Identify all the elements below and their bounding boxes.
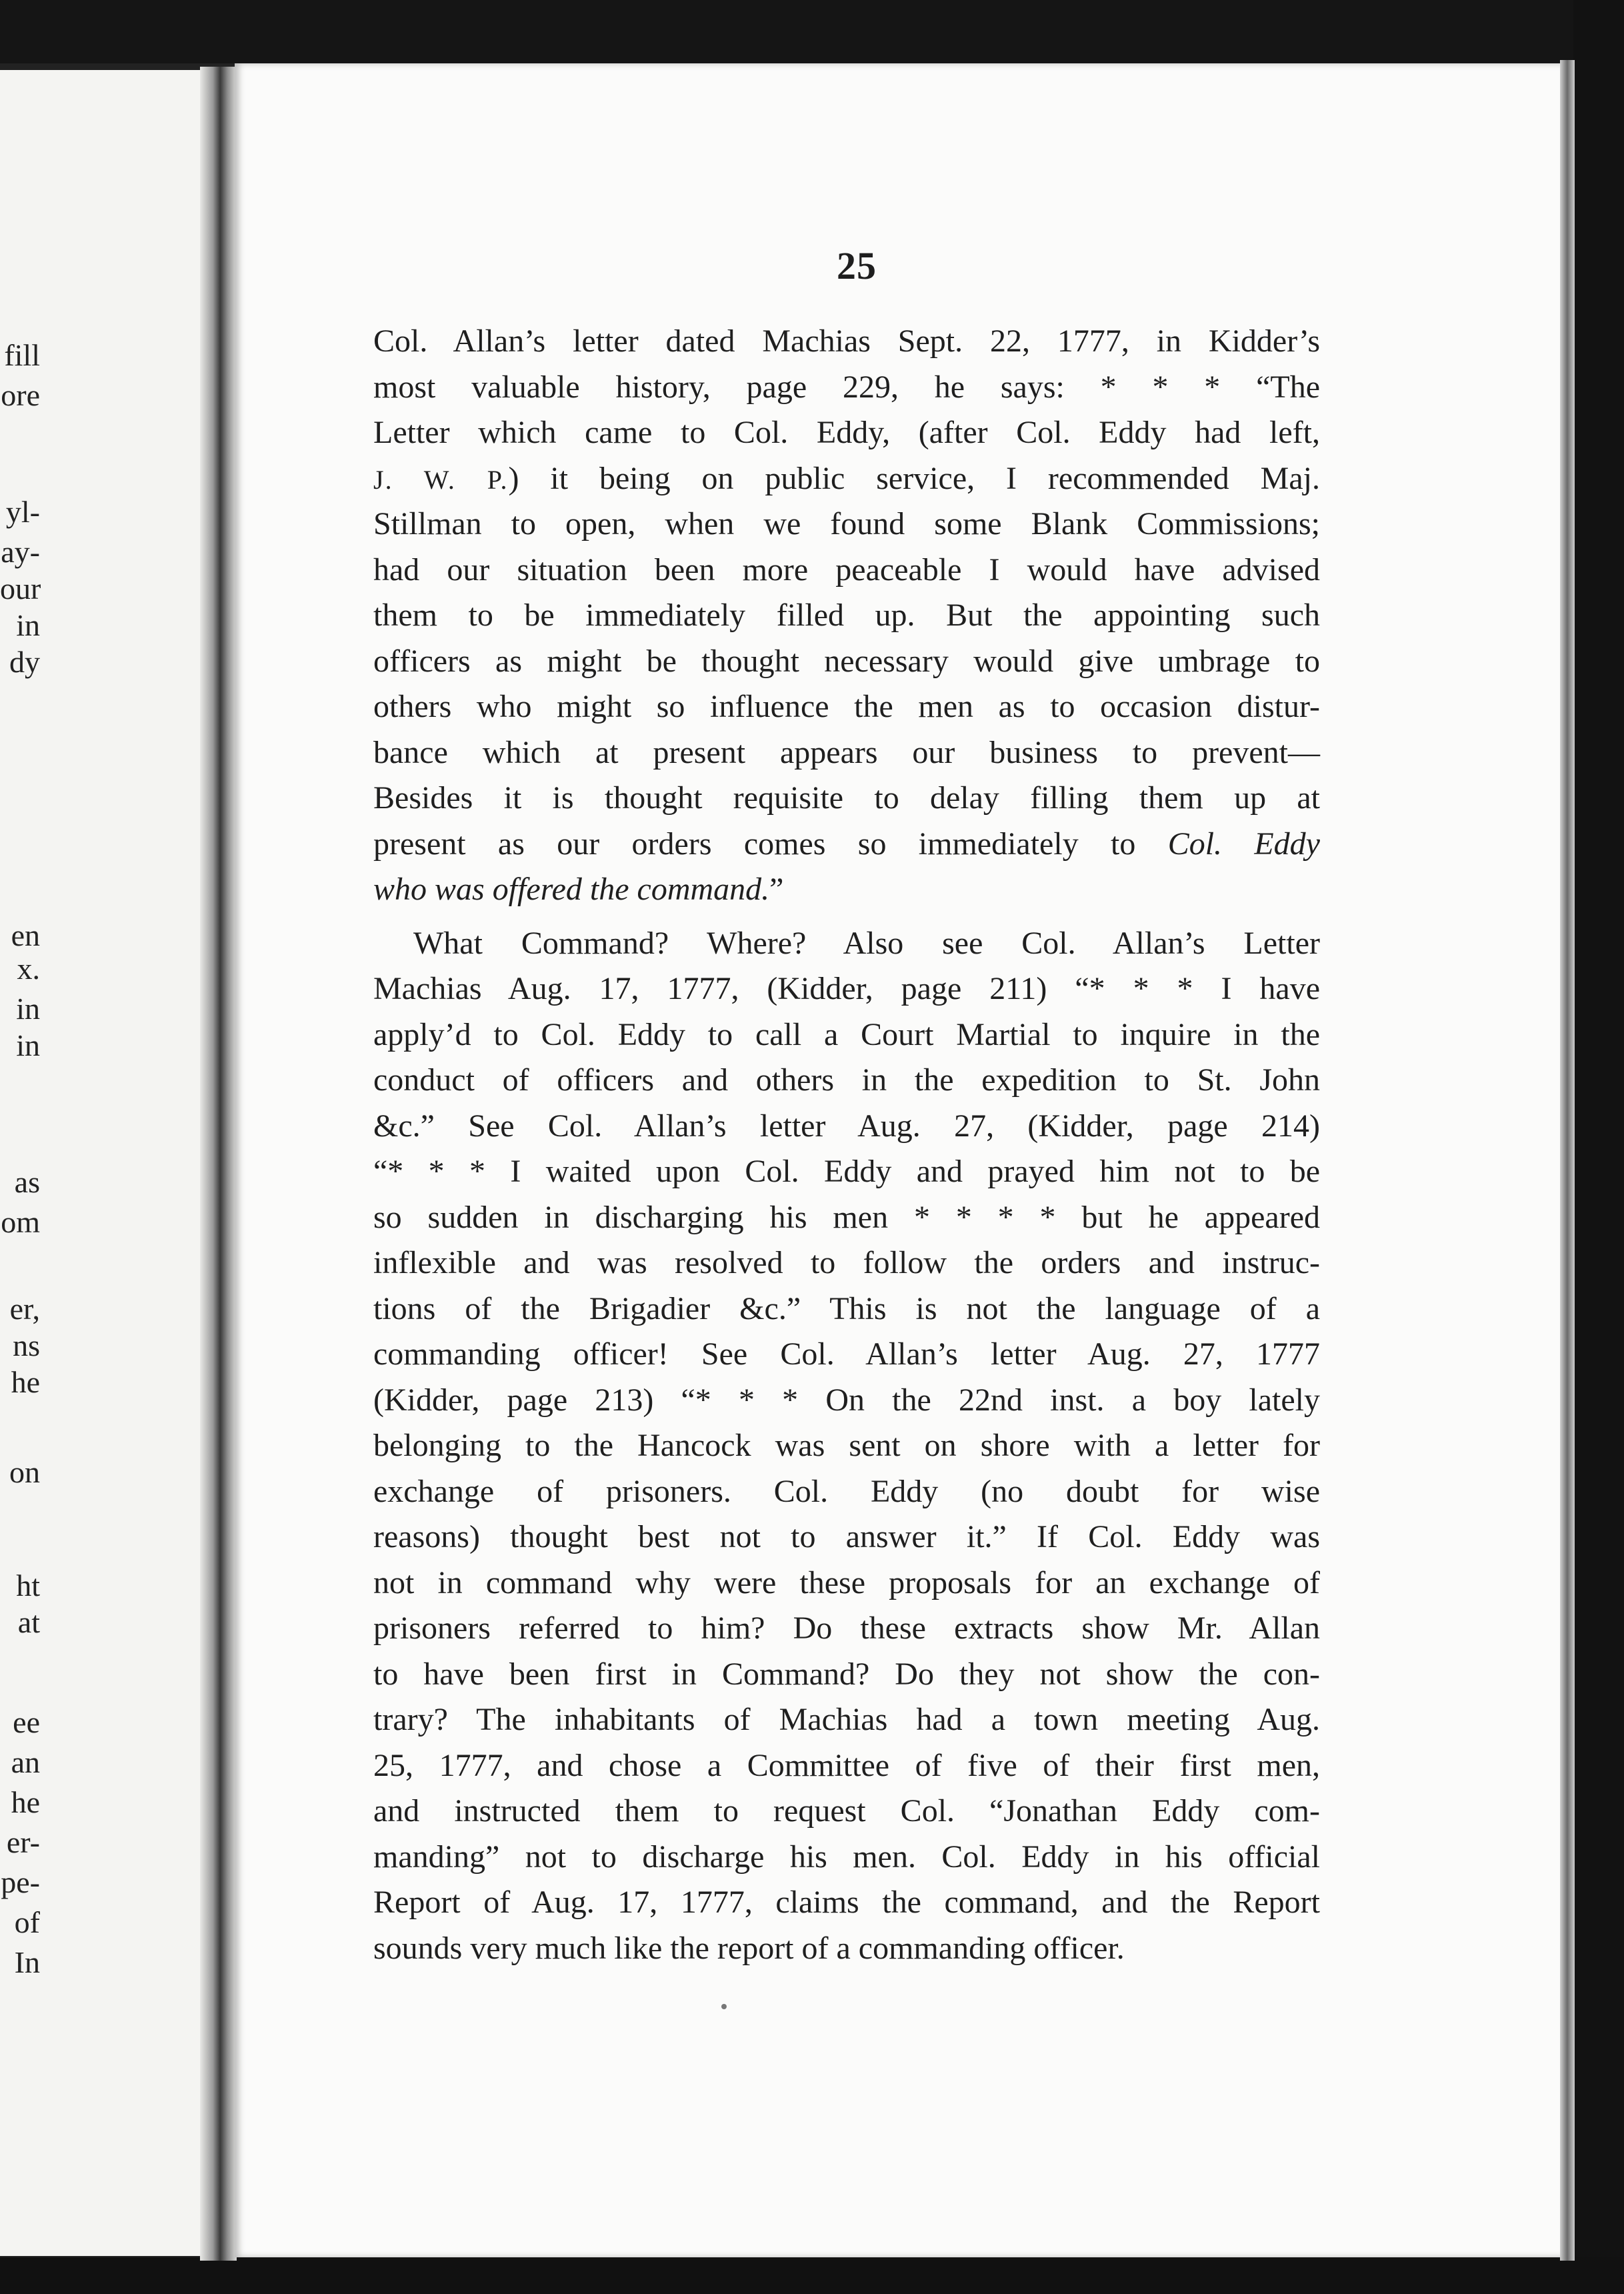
text-line: 25, 1777, and chose a Committee of five of their first men, <box>373 1747 1320 1783</box>
text-line: bance which at present appears our business to prevent— <box>373 734 1320 770</box>
text-line: exchange of prisoners. Col. Eddy (no doubt for wise <box>373 1473 1320 1509</box>
facing-page-fragment: at <box>17 1605 40 1639</box>
italic-text: Col. Eddy <box>1167 826 1320 862</box>
facing-page-fragment: an <box>11 1745 40 1779</box>
facing-page-fragment: ns <box>13 1328 40 1362</box>
line-text: ” <box>769 872 784 907</box>
line-text: ) it being on public service, I recommended Maj. <box>508 460 1320 496</box>
initials: J. W. P. <box>373 464 509 495</box>
facing-page-fragment: ee <box>13 1705 40 1739</box>
facing-page-fragment: x. <box>17 952 40 986</box>
text-line: Col. Allan’s letter dated Machias Sept. 22, 1777, in Kidder’s <box>373 323 1320 359</box>
facing-page-fragment: in <box>16 1028 40 1062</box>
text-line: and instructed them to request Col. “Jonathan Eddy com- <box>373 1793 1320 1829</box>
facing-page-fragment: pe- <box>1 1865 40 1899</box>
facing-page-fragment: er, <box>9 1292 40 1326</box>
text-line: others who might so influence the men as to occasion distur- <box>373 689 1320 724</box>
facing-page-fragment: he <box>11 1365 40 1399</box>
text-line <box>373 822 1320 868</box>
facing-page-fragment: dy <box>9 645 40 679</box>
facing-page-fragment: om <box>1 1205 40 1239</box>
text-line <box>373 867 1320 913</box>
text-line: (Kidder, page 213) “* * * On the 22nd inst. a boy lately <box>373 1382 1320 1418</box>
book-gutter <box>200 67 237 2261</box>
text-line: sounds very much like the report of a commanding officer. <box>373 1930 1125 1966</box>
film-top-border <box>0 0 1624 63</box>
facing-page-fragment: ay- <box>1 535 40 569</box>
ink-speck <box>721 2004 727 2009</box>
facing-page-fragment: our <box>0 571 41 606</box>
page-number: 25 <box>837 244 877 287</box>
text-line: not in command why were these proposals for an exchange of <box>373 1564 1320 1600</box>
text-line: Report of Aug. 17, 1777, claims the command, and the Report <box>373 1885 1320 1920</box>
text-line: trary? The inhabitants of Machias had a town meeting Aug. <box>373 1702 1320 1737</box>
italic-text: who was offered the command. <box>373 872 770 907</box>
text-line: reasons) thought best not to answer it.” If Col. Eddy was <box>373 1519 1320 1554</box>
facing-page-fragment: of <box>14 1905 40 1939</box>
facing-page-fragment: er- <box>6 1825 40 1859</box>
text-line: to have been first in Command? Do they not show the con- <box>373 1656 1320 1692</box>
text-line: so sudden in discharging his men * * * * but he appeared <box>373 1199 1320 1235</box>
text-line: Machias Aug. 17, 1777, (Kidder, page 211) “* * * I have <box>373 971 1320 1006</box>
facing-page-fragment: ht <box>16 1568 40 1602</box>
text-line: officers as might be thought necessary would give umbrage to <box>373 643 1320 679</box>
page-edge <box>1560 60 1575 2261</box>
film-right-border <box>1573 0 1624 2294</box>
facing-page-fragment: fill <box>4 338 40 372</box>
text-line: manding” not to discharge his men. Col. Eddy in his official <box>373 1839 1320 1875</box>
facing-page-fragment: on <box>9 1455 40 1489</box>
text-line: conduct of officers and others in the expedition to St. John <box>373 1062 1320 1098</box>
facing-page-fragment: ore <box>1 378 40 412</box>
text-line: had our situation been more peaceable I would have advised <box>373 551 1320 588</box>
text-line: most valuable history, page 229, he says: * * * “The <box>373 369 1320 405</box>
facing-page-fragment: yl- <box>5 495 40 529</box>
text-line: &c.” See Col. Allan’s letter Aug. 27, (Kidder, page 214) <box>373 1108 1320 1144</box>
facing-page-fragment: In <box>14 1945 40 1979</box>
paragraph-1 <box>373 319 1320 913</box>
film-bottom-border <box>0 2257 1624 2294</box>
text-line: “* * * I waited upon Col. Eddy and prayed him not to be <box>373 1154 1320 1189</box>
line-text: present as our orders comes so immediately to <box>373 826 1168 862</box>
facing-page-fragment: in <box>16 992 40 1026</box>
text-line: belonging to the Hancock was sent on shore with a letter for <box>373 1428 1320 1463</box>
text-line: apply’d to Col. Eddy to call a Court Martial to inquire in the <box>373 1016 1320 1052</box>
text-line: them to be immediately filled up. But the appointing such <box>373 598 1320 633</box>
text-line: Letter which came to Col. Eddy, (after Col. Eddy had left, <box>373 415 1320 450</box>
facing-page-fragment: en <box>11 918 40 952</box>
paragraph-2 <box>373 921 1320 1972</box>
text-line: inflexible and was resolved to follow the orders and instruc- <box>373 1245 1320 1280</box>
text-line: What Command? Where? Also see Col. Allan’s Letter <box>413 925 1320 961</box>
facing-page-fragment: as <box>14 1165 40 1199</box>
text-line: commanding officer! See Col. Allan’s letter Aug. 27, 1777 <box>373 1336 1320 1372</box>
text-line: prisoners referred to him? Do these extracts show Mr. Allan <box>373 1610 1320 1646</box>
text-line <box>373 456 1320 502</box>
text-line: tions of the Brigadier &c.” This is not the language of a <box>373 1290 1320 1326</box>
text-line: Besides it is thought requisite to delay filling them up at <box>373 780 1320 816</box>
facing-page-fragment: he <box>11 1785 40 1819</box>
text-line: Stillman to open, when we found some Blank Commissions; <box>373 506 1320 541</box>
facing-page-fragment: in <box>16 608 40 642</box>
body-text <box>373 319 1320 1971</box>
